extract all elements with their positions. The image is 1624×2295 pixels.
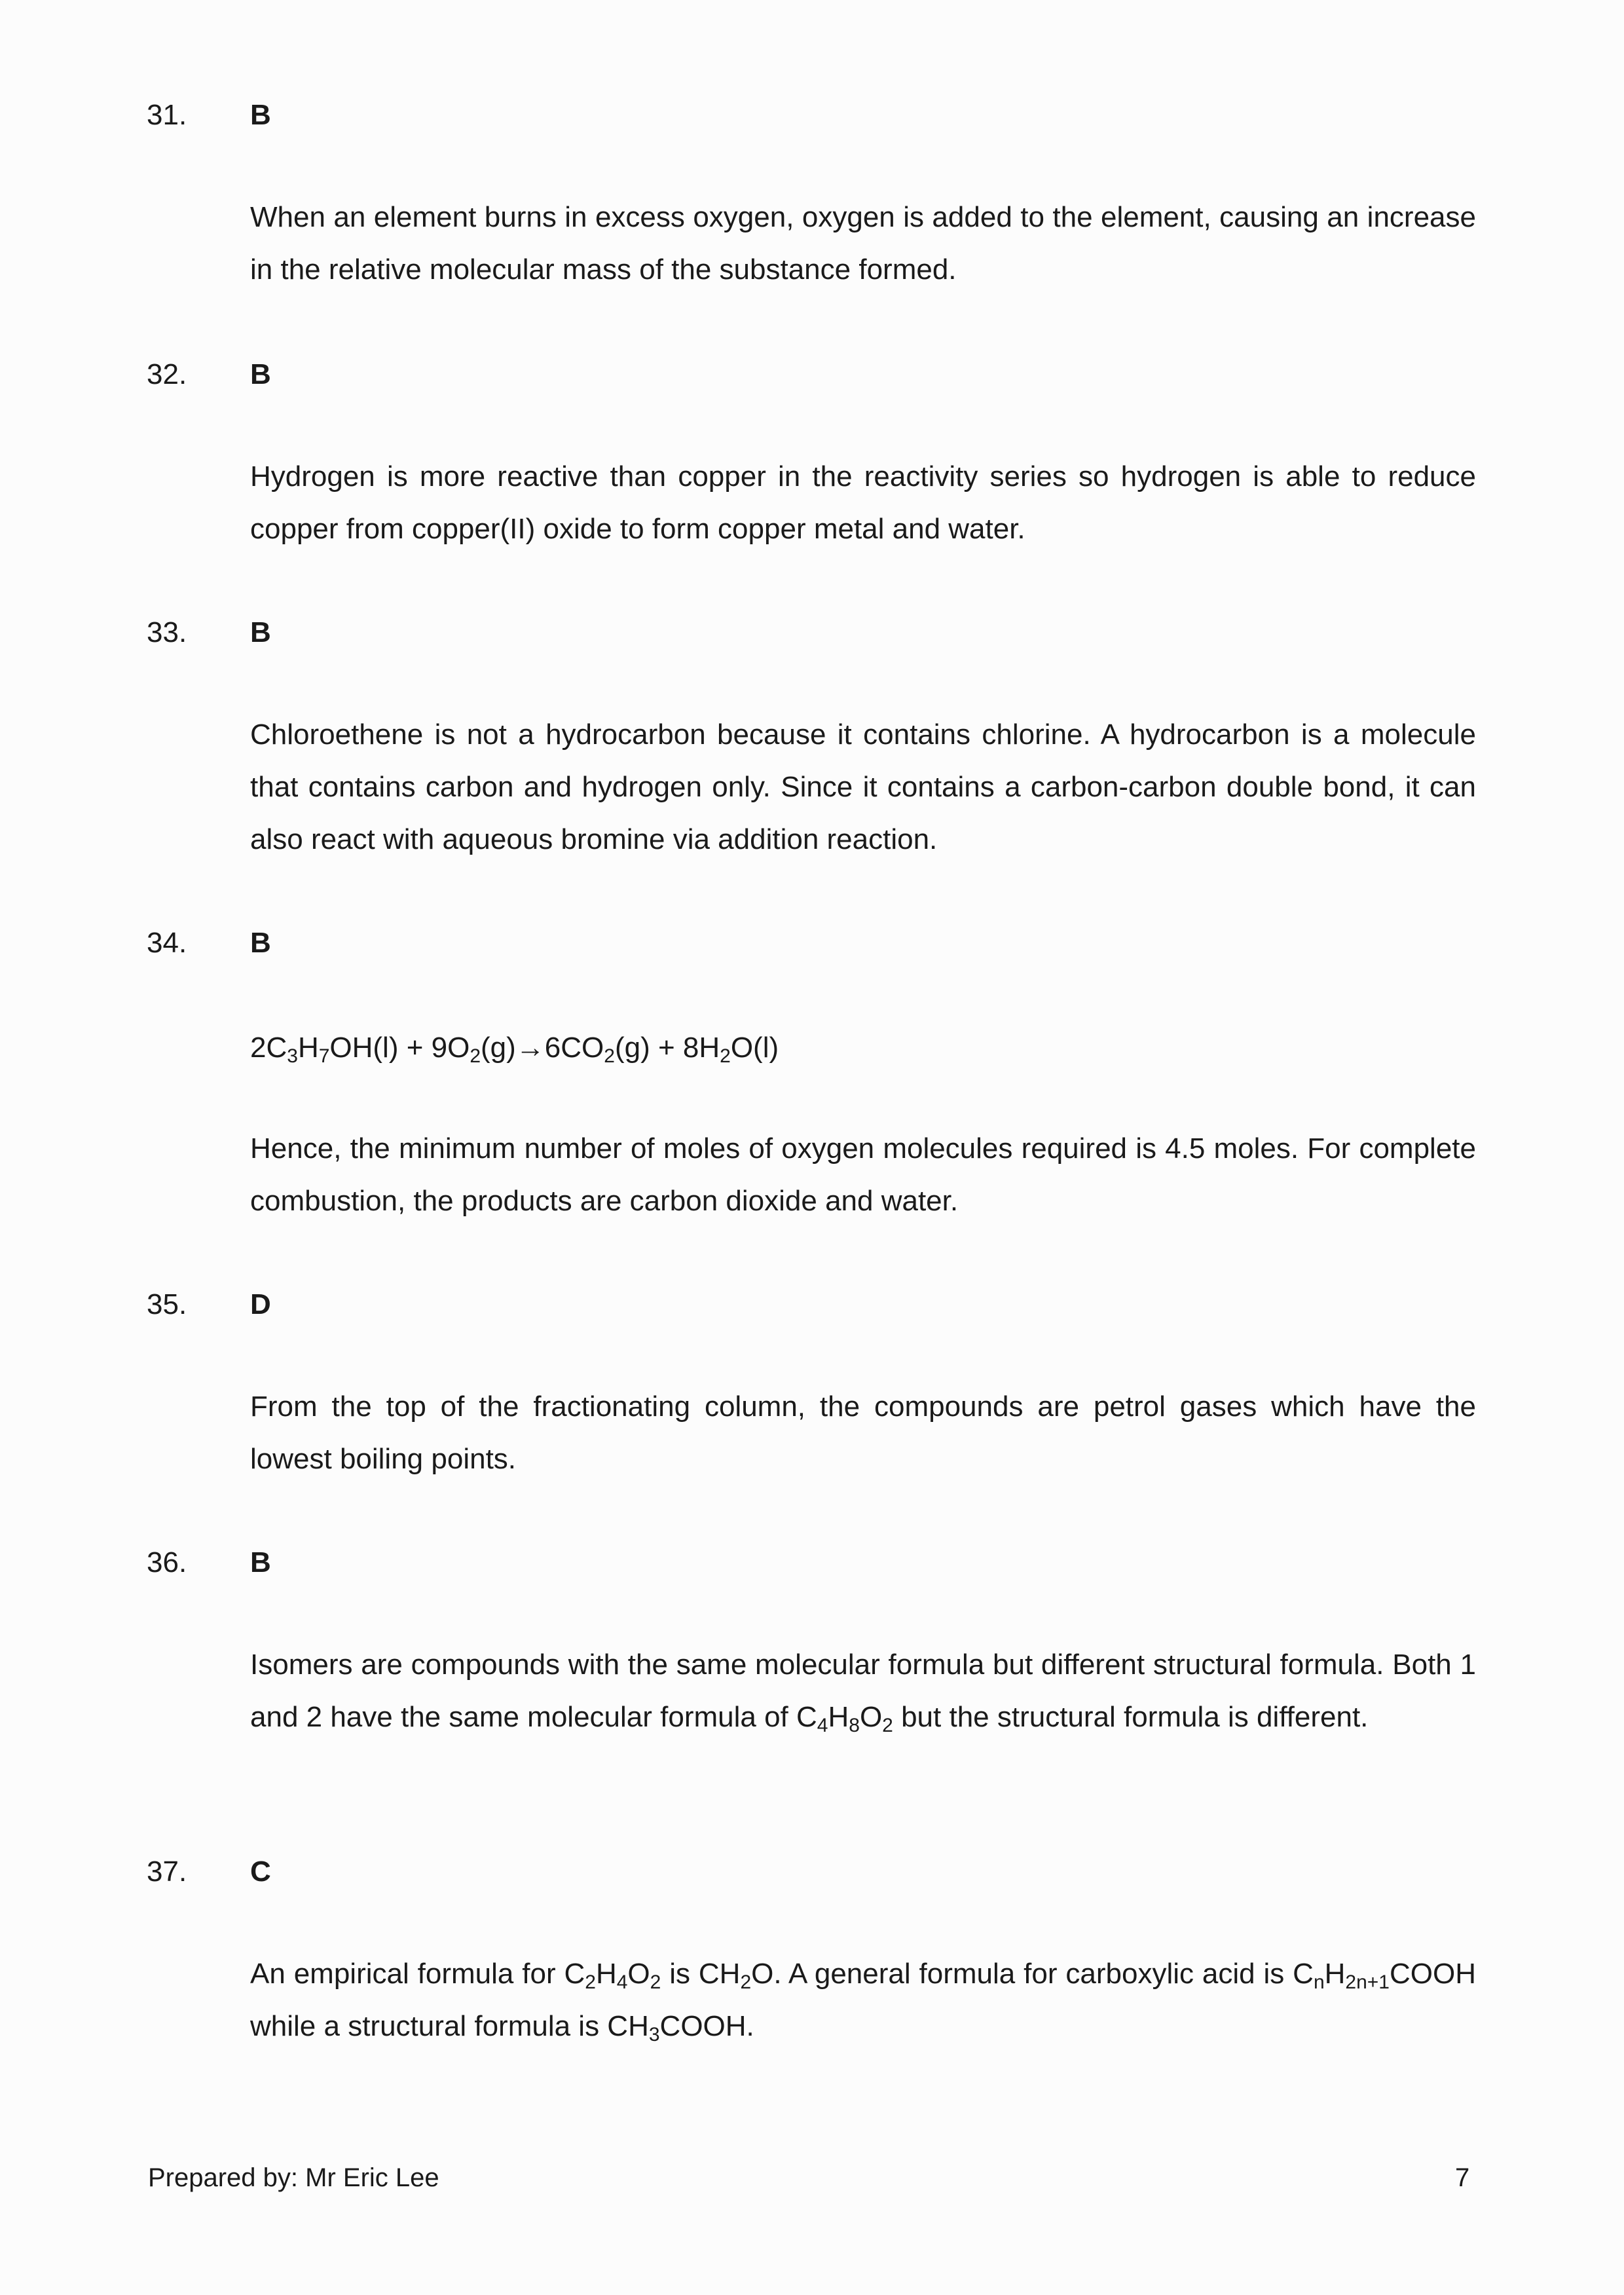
question-number: 33. [147,616,187,648]
question-answer: B [250,99,271,131]
question-explanation: When an element burns in excess oxygen, oxygen is added to the element, causing an increase in the relative molecular mass of the substance formed. [250,201,1476,286]
question-explanation: From the top of the fractionating column, the compounds are petrol gases which have the lowest boiling points. [250,1390,1476,1475]
question-explanation: Hence, the minimum number of moles of oxygen molecules required is 4.5 moles. For complete combustion, the products are carbon dioxide and water. [250,1132,1476,1217]
page-number: 7 [1455,2163,1470,2192]
question-explanation: Isomers are compounds with the same molecular formula but different structural formula. Both 1 and 2 have the same molecular formula of $C_4H_8O_2$ but the structural formula is different. [250,1649,1476,1736]
chemical-equation: $2C_3H_7OH(l) + 9O_2(g)\to 6CO_2(g) + 8H_2O(l)$ [250,1032,779,1067]
question-number: 37. [147,1856,187,1888]
question-answer: D [250,1288,271,1320]
question-answer: B [250,358,271,390]
question-answer: C [250,1856,271,1888]
footer-prepared-by: Prepared by: Mr Eric Lee [148,2163,439,2192]
question-number: 34. [147,927,187,959]
question-number: 31. [147,99,187,131]
question-number: 32. [147,358,187,390]
question-number: 35. [147,1288,187,1320]
question-answer: B [250,927,271,959]
question-explanation: Hydrogen is more reactive than copper in the reactivity series so hydrogen is able to reduce copper from copper(II) oxide to form copper metal and water. [250,460,1476,545]
question-explanation: Chloroethene is not a hydrocarbon because it contains chlorine. A hydrocarbon is a molecule that contains carbon and hydrogen only. Since it contains a carbon-carbon double bond, it can also react with aqueous bromine via addition reaction. [250,718,1476,855]
question-explanation: An empirical formula for $C_2H_4O_2$ is $CH_2O$. A general formula for carboxylic acid is $C_nH_{2n+1}COOH$ while a structural formula is $CH_3COOH$. [250,1958,1476,2045]
question-answer: B [250,616,271,648]
question-answer: B [250,1546,271,1578]
question-number: 36. [147,1546,187,1578]
